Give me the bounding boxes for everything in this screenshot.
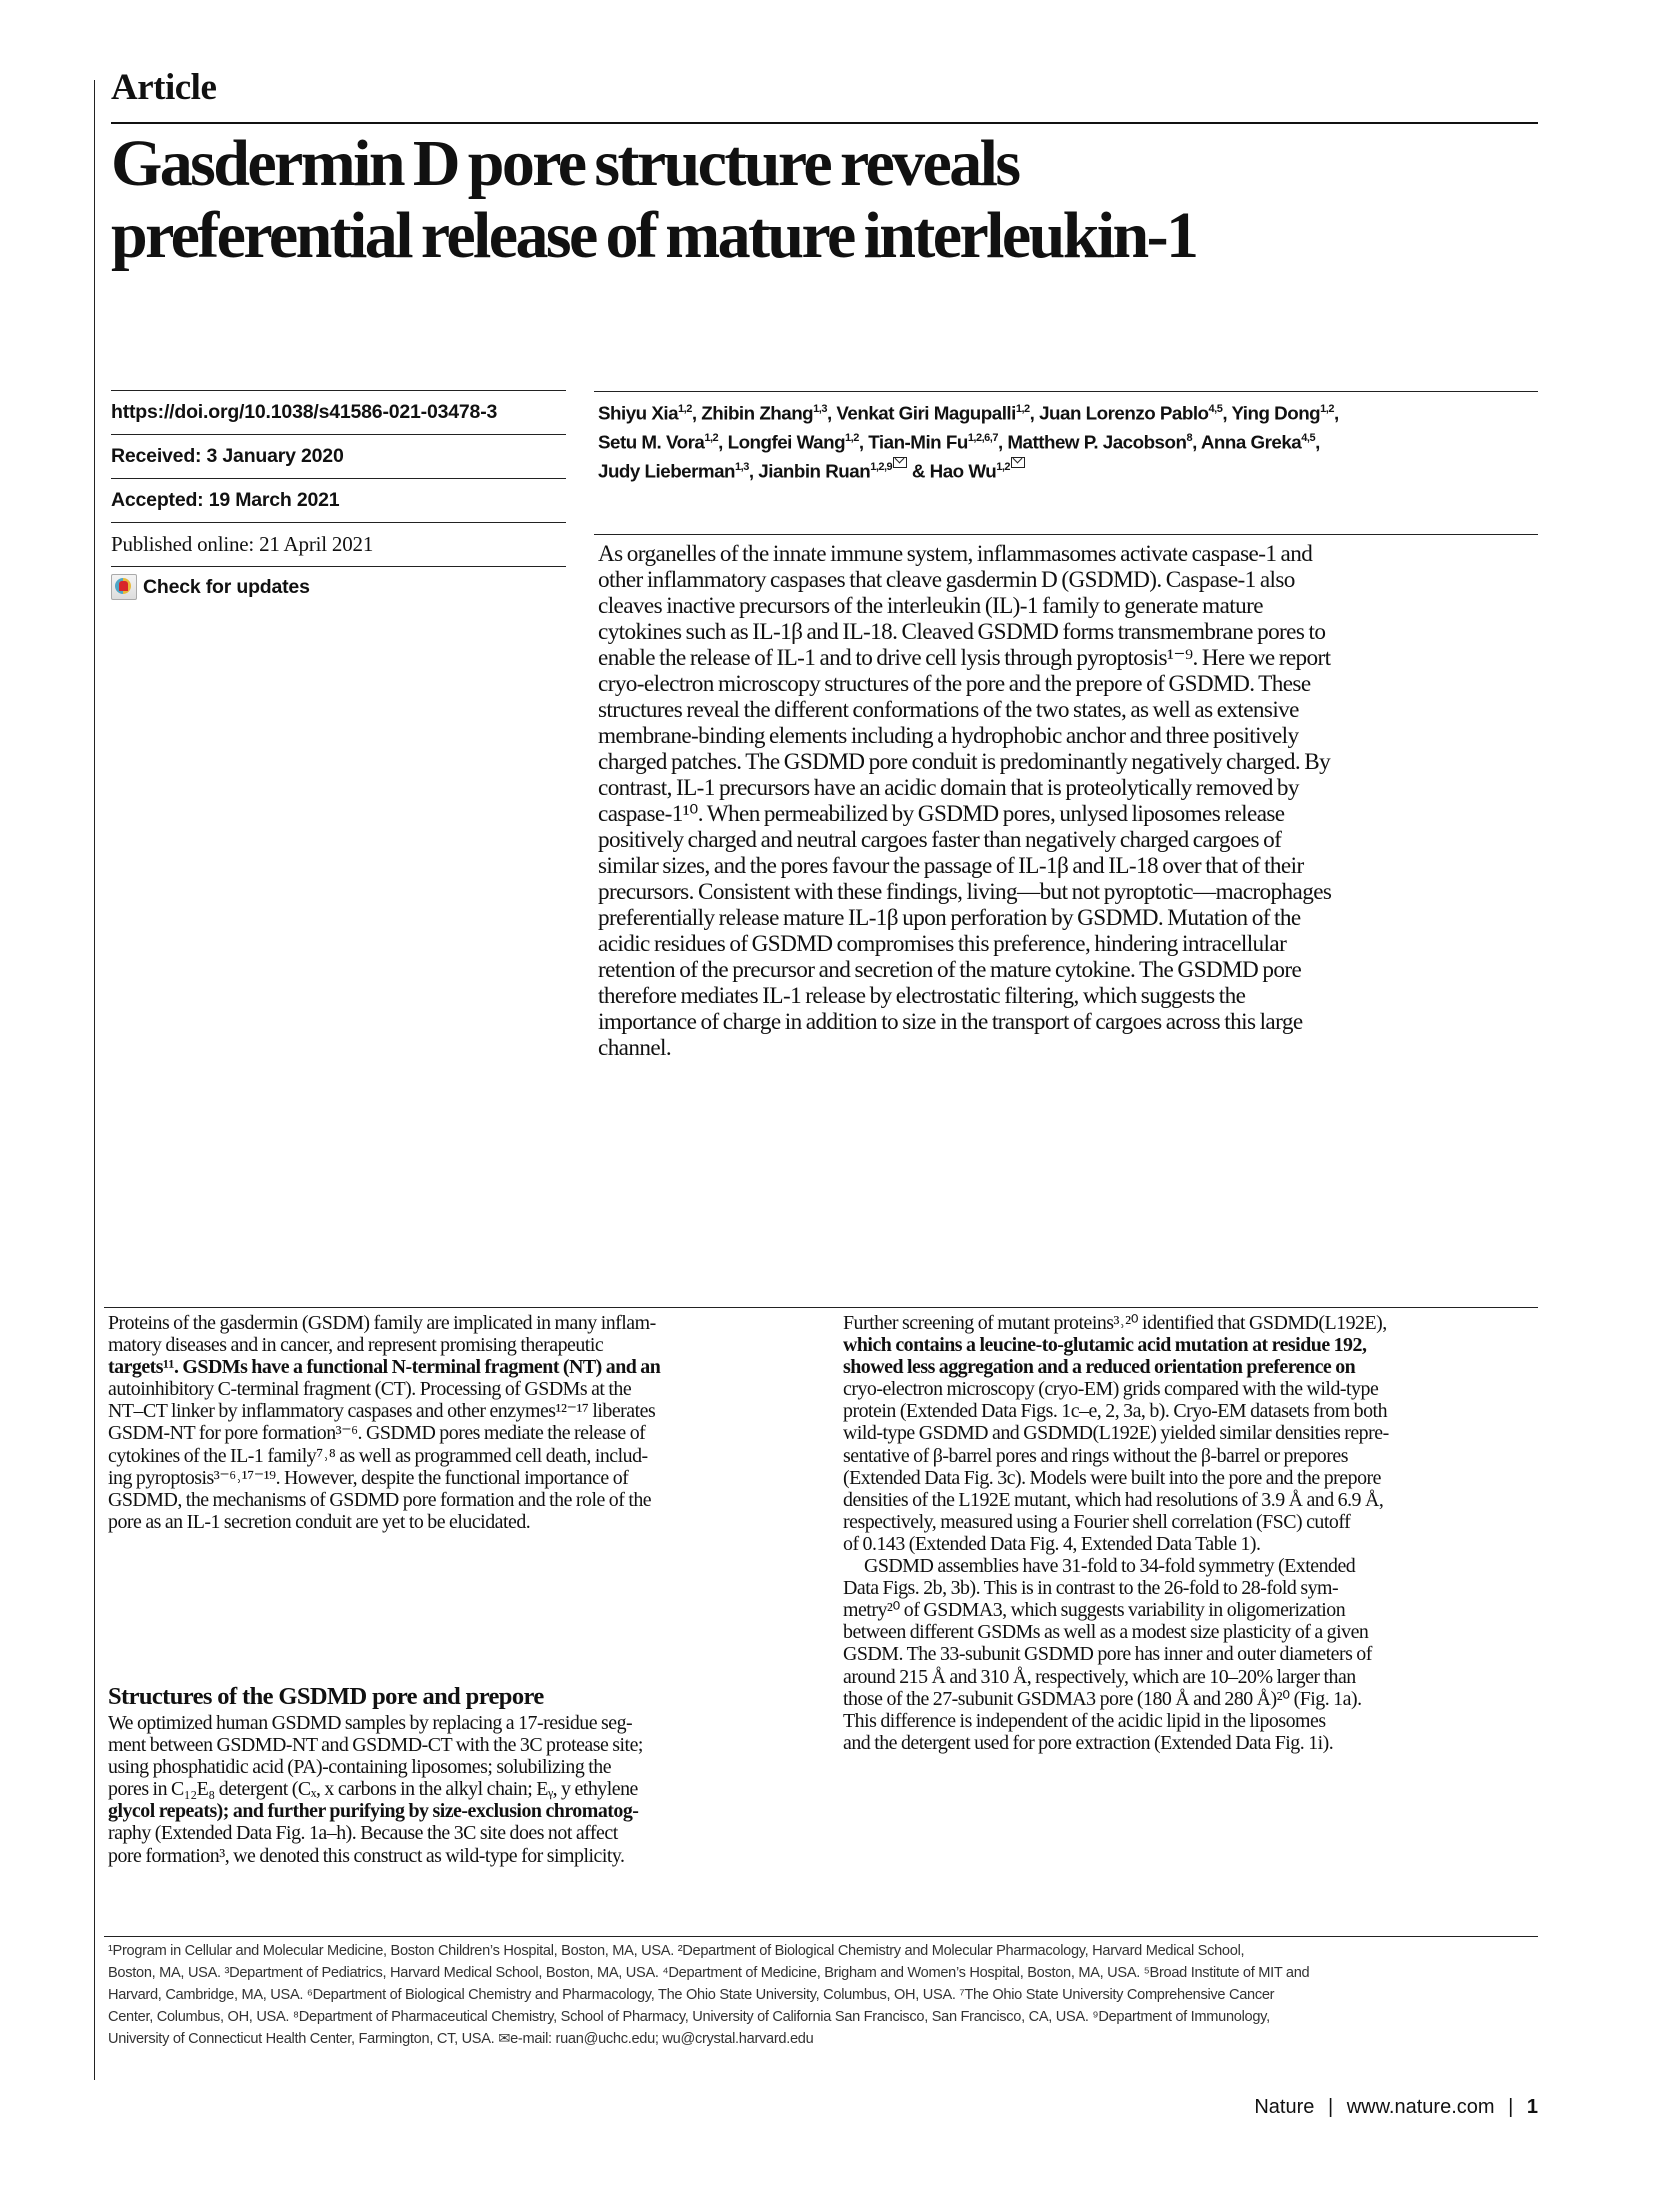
- author-name[interactable]: Longfei Wang: [727, 431, 846, 453]
- text-line: ¹Program in Cellular and Molecular Medicine, Boston Children’s Hospital, Boston, MA, USA. ²Department of Biological Chemistry and Molecular Pharmacology, Harvard Medical School,: [108, 1943, 1245, 1959]
- check-for-updates-label: Check for updates: [143, 575, 310, 598]
- text-line: therefore mediates IL-1 release by electrostatic filtering, which suggests the: [598, 983, 1246, 1009]
- author-separator: ,: [1333, 402, 1339, 424]
- text-line: raphy (Extended Data Fig. 1a–h). Because the 3C site does not affect: [108, 1822, 618, 1845]
- text-line: using phosphatidic acid (PA)-containing liposomes; solubilizing the: [108, 1756, 612, 1779]
- text-line: ment between GSDMD-NT and GSDMD-CT with the 3C protease site;: [108, 1734, 643, 1757]
- envelope-icon[interactable]: [1011, 457, 1025, 468]
- author-affiliation: 4,5: [1301, 431, 1316, 444]
- text-line: Center, Columbus, OH, USA. ⁸Department of Pharmaceutical Chemistry, School of Pharmacy, University of California San Francisco, San Francisco, CA, USA. ⁹Department of Immunology,: [108, 2009, 1270, 2025]
- body-column-left-section: [108, 1712, 818, 1867]
- text-line: Data Figs. 2b, 3b). This is in contrast to the 26-fold to 28-fold sym-: [843, 1577, 1339, 1600]
- author-name[interactable]: Ying Dong: [1231, 402, 1321, 424]
- author-name[interactable]: Tian-Min Fu: [868, 431, 968, 453]
- published-date: Published online: 21 April 2021: [111, 522, 566, 566]
- text-line: GSDM-NT for pore formation³⁻⁶. GSDMD pores mediate the release of: [108, 1422, 646, 1445]
- body-divider: [104, 1307, 1538, 1308]
- left-margin-rule: [94, 80, 95, 2080]
- text-line: This difference is independent of the acidic lipid in the liposomes: [843, 1709, 1326, 1732]
- title-line: preferential release of mature interleukin-1: [111, 199, 1197, 272]
- page-footer: [1254, 2096, 1538, 2119]
- author-separator: ,: [858, 431, 869, 453]
- text-line: those of the 27-subunit GSDMA3 pore (180 Å and 280 Å)²⁰ (Fig. 1a).: [843, 1687, 1362, 1710]
- journal-site-link[interactable]: www.nature.com: [1346, 2096, 1495, 2118]
- abstract-divider: [594, 534, 1538, 535]
- title-line: Gasdermin D pore structure reveals: [111, 127, 1019, 200]
- author-name[interactable]: Jianbin Ruan: [758, 459, 871, 481]
- text-line: acidic residues of GSDMD compromises this preference, hindering intracellular: [598, 931, 1287, 957]
- author-separator: ,: [748, 459, 759, 481]
- body-column-right: [843, 1312, 1543, 1754]
- text-line: pore as an IL-1 secretion conduit are yet to be elucidated.: [108, 1510, 531, 1533]
- check-for-updates-button[interactable]: [111, 566, 566, 607]
- author-affiliation: 1,3: [735, 460, 749, 473]
- author-separator: ,: [1222, 402, 1232, 424]
- footer-separator: |: [1327, 2096, 1334, 2118]
- text-line: GSDM. The 33-subunit GSDMD pore has inner and outer diameters of: [843, 1643, 1372, 1666]
- text-line: cytokines of the IL-1 family⁷˒⁸ as well as programmed cell death, includ-: [108, 1444, 648, 1467]
- text-line: similar sizes, and the pores favour the passage of IL-1β and IL-18 over that of their: [598, 853, 1304, 879]
- author-affiliation: 1,2,9: [870, 460, 893, 473]
- text-line: charged patches. The GSDMD pore conduit is predominantly negatively charged. By: [598, 749, 1331, 775]
- author-affiliation: 1,2,6,7: [967, 431, 998, 444]
- doi-row: [111, 390, 566, 434]
- text-line: cleaves inactive precursors of the interleukin (IL)-1 family to generate mature: [598, 593, 1263, 619]
- text-line: retention of the precursor and secretion of the mature cytokine. The GSDMD pore: [598, 957, 1302, 983]
- text-line: NT–CT linker by inflammatory caspases and other enzymes¹²⁻¹⁷ liberates: [108, 1400, 656, 1423]
- text-line: cryo-electron microscopy structures of the pore and the prepore of GSDMD. These: [598, 671, 1311, 697]
- footnotes-divider: [104, 1936, 1538, 1937]
- text-line: positively charged and neutral cargoes faster than negatively charged cargoes of: [598, 827, 1282, 853]
- text-line: Proteins of the gasdermin (GSDM) family are implicated in many inflam-: [108, 1312, 656, 1334]
- text-line: protein (Extended Data Figs. 1c–e, 2, 3a, b). Cryo-EM datasets from both: [843, 1400, 1388, 1423]
- author-affiliation: 1,2: [704, 431, 719, 444]
- abstract: [598, 541, 1538, 1061]
- text-line: precursors. Consistent with these findings, living—but not pyroptotic—macrophages: [598, 879, 1332, 905]
- section-heading: Structures of the GSDMD pore and prepore: [108, 1683, 544, 1710]
- author-name[interactable]: Zhibin Zhang: [701, 402, 814, 424]
- text-line: of 0.143 (Extended Data Fig. 4, Extended Data Table 1).: [843, 1532, 1261, 1555]
- author-name[interactable]: Judy Lieberman: [598, 459, 736, 481]
- author-name[interactable]: Venkat Giri Magupalli: [836, 402, 1016, 424]
- header-divider: [111, 122, 1538, 124]
- text-line: metry²⁰ of GSDMA3, which suggests variability in oligomerization: [843, 1599, 1346, 1622]
- text-line: pore formation³, we denoted this construct as wild-type for simplicity.: [108, 1844, 625, 1867]
- author-name[interactable]: Hao Wu: [929, 459, 997, 481]
- text-line: wild-type GSDMD and GSDMD(L192E) yielded similar densities repre-: [843, 1422, 1389, 1445]
- crossmark-icon: [111, 574, 137, 600]
- text-line: matory diseases and in cancer, and represent promising therapeutic: [108, 1334, 604, 1357]
- article-type-label: Article: [111, 67, 217, 108]
- author-affiliation: 1,2: [1015, 403, 1030, 415]
- author-affiliation: 1,2: [678, 403, 692, 415]
- author-separator: ,: [997, 431, 1008, 453]
- author-affiliation: 1,2: [1320, 403, 1334, 415]
- text-line: cytokines such as IL-1β and IL-18. Cleaved GSDMD forms transmembrane pores to: [598, 619, 1326, 645]
- text-line: and the detergent used for pore extraction (Extended Data Fig. 1i).: [843, 1731, 1334, 1754]
- text-line: Further screening of mutant proteins³˒²⁰ identified that GSDMD(L192E),: [843, 1312, 1387, 1334]
- author-affiliation: 1,2: [996, 460, 1011, 473]
- author-name[interactable]: Matthew P. Jacobson: [1007, 431, 1187, 453]
- text-line: between different GSDMs as well as a modest size plasticity of a given: [843, 1621, 1369, 1644]
- author-name[interactable]: Setu M. Vora: [598, 431, 705, 453]
- text-line: As organelles of the innate immune system, inflammasomes activate caspase-1 and: [598, 541, 1313, 567]
- text-line: autoinhibitory C-terminal fragment (CT). Processing of GSDMs at the: [108, 1378, 632, 1401]
- author-name[interactable]: Anna Greka: [1200, 431, 1302, 453]
- text-line: channel.: [598, 1035, 672, 1061]
- journal-name: Nature: [1254, 2096, 1315, 2118]
- author-separator: ,: [826, 402, 837, 424]
- accepted-date: Accepted: 19 March 2021: [111, 478, 566, 522]
- text-line: caspase-1¹⁰. When permeabilized by GSDMD pores, unlysed liposomes release: [598, 801, 1285, 827]
- author-name[interactable]: Juan Lorenzo Pablo: [1039, 402, 1209, 424]
- received-date: Received: 3 January 2020: [111, 434, 566, 478]
- text-line: densities of the L192E mutant, which had resolutions of 3.9 Å and 6.9 Å,: [843, 1488, 1384, 1511]
- text-line: showed less aggregation and a reduced orientation preference on: [843, 1356, 1356, 1379]
- article-meta: [111, 390, 566, 607]
- text-line: enable the release of IL-1 and to drive cell lysis through pyroptosis¹⁻⁹. Here we report: [598, 645, 1331, 671]
- envelope-icon[interactable]: [893, 457, 907, 468]
- article-title: [111, 128, 1541, 272]
- author-affiliation: 8: [1186, 431, 1193, 444]
- text-line: respectively, measured using a Fourier shell correlation (FSC) cutoff: [843, 1510, 1351, 1533]
- author-separator: ,: [1192, 431, 1201, 453]
- text-line: sentative of β-barrel pores and rings without the β-barrel or prepores: [843, 1444, 1348, 1467]
- author-separator: ,: [718, 431, 728, 453]
- text-line: other inflammatory caspases that cleave gasdermin D (GSDMD). Caspase-1 also: [598, 567, 1295, 593]
- text-line: ing pyroptosis³⁻⁶˒¹⁷⁻¹⁹. However, despite the functional importance of: [108, 1466, 629, 1489]
- author-name[interactable]: Shiyu Xia: [598, 402, 679, 424]
- author-separator: ,: [1315, 431, 1320, 453]
- text-line: University of Connecticut Health Center, Farmington, CT, USA. ✉e-mail: ruan@uchc.edu; wu@crystal.harvard.edu: [108, 2031, 814, 2047]
- author-separator: ,: [1029, 402, 1040, 424]
- author-affiliation: 1,3: [813, 403, 827, 415]
- text-line: contrast, IL-1 precursors have an acidic domain that is proteolytically removed by: [598, 775, 1299, 801]
- text-line: pores in C₁₂E₈ detergent (Cₓ, x carbons in the alkyl chain; Eᵧ, y ethylene: [108, 1778, 638, 1801]
- authors-divider: [594, 391, 1538, 392]
- author-separator: ,: [691, 402, 702, 424]
- body-column-left-intro: [108, 1312, 818, 1533]
- doi-link[interactable]: https://doi.org/10.1038/s41586-021-03478-3: [111, 401, 498, 423]
- text-line: Boston, MA, USA. ³Department of Pediatrics, Harvard Medical School, Boston, MA, USA. ⁴Department of Medicine, Brigham and Women’s Hospital, Boston, MA, USA. ⁵Broad Institute of MIT and: [108, 1965, 1310, 1981]
- text-line: targets¹¹. GSDMs have a functional N-terminal fragment (NT) and an: [108, 1356, 661, 1379]
- author-affiliation: 1,2: [845, 431, 859, 444]
- author-separator: &: [907, 459, 930, 481]
- text-line: glycol repeats); and further purifying by size-exclusion chromatog-: [108, 1800, 639, 1823]
- affiliations-footnotes: [108, 1940, 1538, 2050]
- text-line: membrane-binding elements including a hydrophobic anchor and three positively: [598, 723, 1299, 749]
- author-list: [598, 397, 1538, 483]
- text-line: Harvard, Cambridge, MA, USA. ⁶Department of Biological Chemistry and Pharmacology, The Ohio State University, Columbus, OH, USA. ⁷The Ohio State University Comprehensive Cancer: [108, 1987, 1275, 2003]
- page-number: 1: [1526, 2096, 1538, 2118]
- text-line: which contains a leucine-to-glutamic acid mutation at residue 192,: [843, 1334, 1367, 1357]
- text-line: cryo-electron microscopy (cryo-EM) grids compared with the wild-type: [843, 1378, 1379, 1401]
- author-affiliation: 4,5: [1208, 403, 1223, 415]
- text-line: GSDMD assemblies have 31-fold to 34-fold symmetry (Extended: [864, 1555, 1356, 1578]
- text-line: GSDMD, the mechanisms of GSDMD pore formation and the role of the: [108, 1488, 652, 1511]
- text-line: importance of charge in addition to size in the transport of cargoes across this large: [598, 1009, 1303, 1035]
- text-line: preferentially release mature IL-1β upon perforation by GSDMD. Mutation of the: [598, 905, 1301, 931]
- text-line: around 215 Å and 310 Å, respectively, which are 10–20% larger than: [843, 1665, 1356, 1688]
- text-line: (Extended Data Fig. 3c). Models were built into the pore and the prepore: [843, 1466, 1381, 1489]
- text-line: We optimized human GSDMD samples by replacing a 17-residue seg-: [108, 1712, 633, 1734]
- footer-separator: |: [1508, 2096, 1514, 2118]
- text-line: structures reveal the different conformations of the two states, as well as extensive: [598, 697, 1299, 723]
